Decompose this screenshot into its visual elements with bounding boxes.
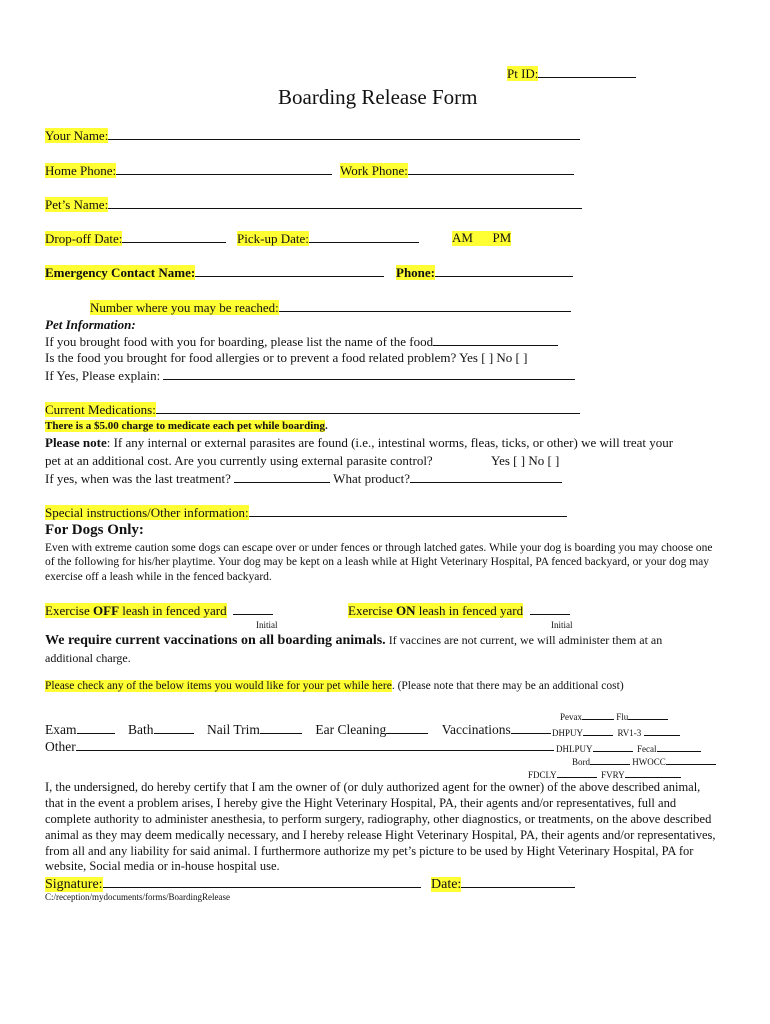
services-row xyxy=(45,722,551,738)
medications-field[interactable] xyxy=(156,402,580,414)
exercise-on-bold: ON xyxy=(396,603,416,618)
date-label: Date: xyxy=(431,877,462,892)
signature-row xyxy=(45,874,421,893)
signature-label: Signature: xyxy=(45,877,103,892)
pt-id-field[interactable] xyxy=(538,66,636,78)
bath-field[interactable] xyxy=(154,722,194,734)
parasite-yes-no[interactable]: Yes [ ] No [ ] xyxy=(491,453,560,468)
dhpuy-label: DHPUY xyxy=(552,728,584,738)
pevax-label: Pevax xyxy=(560,712,582,722)
your-name-row xyxy=(45,128,580,144)
charge-period: . xyxy=(324,420,328,432)
dogs-paragraph: Even with extreme caution some dogs can escape over or under fences or through latched gates. While your dog is boarding you may choose one of the following for his/her playtime. Your dog may be kept on a leash while at Hight Veterinary Hospital, PA fenced backyard, or your dog may exercise off a leash while in the fenced backyard. xyxy=(45,542,713,583)
last-treatment-label: If yes, when was the last treatment? xyxy=(45,471,231,486)
explain-field[interactable] xyxy=(163,368,575,380)
date-row xyxy=(431,874,575,893)
fdcly-fvry-row xyxy=(528,769,681,780)
pt-id-row xyxy=(507,66,636,82)
bord-label: Bord xyxy=(572,757,590,767)
am-label: AM xyxy=(452,230,473,245)
page-title: Boarding Release Form xyxy=(278,85,478,109)
bord-hwocc-row xyxy=(572,756,716,767)
what-product-field[interactable] xyxy=(410,471,562,483)
pickup-date-label: Pick-up Date: xyxy=(237,231,309,246)
home-phone-row xyxy=(45,163,332,179)
last-treatment-row xyxy=(45,471,562,487)
emergency-contact-label: Emergency Contact Name: xyxy=(45,265,196,280)
hwocc-field[interactable] xyxy=(666,756,716,765)
medication-charge-note: There is a $5.00 charge to medicate each pet while boarding xyxy=(45,420,325,432)
exercise-off-bold: OFF xyxy=(93,603,120,618)
exercise-off-label xyxy=(45,603,227,618)
vaccinations-field[interactable] xyxy=(511,722,551,734)
exam-label: Exam xyxy=(45,722,77,737)
fvry-label: FVRY xyxy=(601,770,625,780)
check-items-row xyxy=(45,680,624,693)
number-reached-field[interactable] xyxy=(279,300,571,312)
your-name-label: Your Name: xyxy=(45,128,109,143)
vaccine-requirement-rest: If vaccines are not current, we will administer them at an additional charge. xyxy=(45,633,663,665)
other-field[interactable] xyxy=(76,739,554,751)
dropoff-date-label: Drop-off Date: xyxy=(45,231,123,246)
number-reached-label: Number where you may be reached: xyxy=(90,300,279,315)
date-field[interactable] xyxy=(461,874,575,888)
other-row xyxy=(45,739,554,755)
charge-note-row xyxy=(45,420,328,433)
emergency-phone-label: Phone: xyxy=(396,265,435,280)
exercise-on-post: leash in fenced yard xyxy=(415,603,524,618)
dhlpuy-field[interactable] xyxy=(593,743,633,752)
certification-paragraph: I, the undersigned, do hereby certify that I am the owner of (or duly authorized agent for the owner) of the above described animal, that in the event a problem arises, I hereby give the Hight Veterinary Hospital, PA, their agents and/or representatives, full and complete authority to administer anesthesia, to perform surgery, radiography, other diagnostics, or treatments, on the above described animal as they may deem medically necessary, and I hereby release Hight Veterinary Hospital, PA, their agents and/or representatives, from all and any liability for said animal. I furthermore authorize my pet’s picture to be used by Hight Veterinary Hospital, PA for website, Social media or in-house hospital use. xyxy=(45,780,716,874)
please-note-text: : If any internal or external parasites are found (i.e., intestinal worms, fleas, ticks, or other) we will treat your xyxy=(106,435,674,450)
exam-field[interactable] xyxy=(77,722,115,734)
exercise-on-label xyxy=(348,603,523,618)
vaccinations-label: Vaccinations xyxy=(441,722,511,737)
please-note-row xyxy=(45,436,673,451)
ear-cleaning-label: Ear Cleaning xyxy=(315,722,387,737)
emergency-phone-field[interactable] xyxy=(435,265,573,277)
check-items-note: . (Please note that there may be an additional cost) xyxy=(391,680,624,692)
special-instructions-row xyxy=(45,505,567,521)
hwocc-label: HWOCC xyxy=(632,757,666,767)
parasite-control-question: pet at an additional cost. Are you currently using external parasite control? xyxy=(45,453,433,468)
food-label: If you brought food with you for boarding, please list the name of the food xyxy=(45,334,434,349)
nail-trim-label: Nail Trim xyxy=(207,722,260,737)
dropoff-row xyxy=(45,231,226,247)
emergency-phone-row xyxy=(396,265,573,281)
exercise-off-pre: Exercise xyxy=(45,603,94,618)
flu-label: Flu xyxy=(616,712,629,722)
home-phone-label: Home Phone: xyxy=(45,163,117,178)
fecal-label: Fecal xyxy=(637,744,657,754)
pt-id-label: Pt ID: xyxy=(507,66,539,81)
dhpuy-field[interactable] xyxy=(583,727,613,736)
emergency-contact-field[interactable] xyxy=(195,265,384,277)
work-phone-field[interactable] xyxy=(408,163,574,175)
exercise-on-row xyxy=(348,603,570,619)
your-name-field[interactable] xyxy=(108,128,580,140)
allergy-question: Is the food you brought for food allergies or to prevent a food related problem? Yes [ ] No [ ] xyxy=(45,350,528,365)
dhlpuy-label: DHLPUY xyxy=(556,744,593,754)
fvry-field[interactable] xyxy=(625,769,681,778)
pets-name-row xyxy=(45,197,582,213)
exercise-on-initial-field[interactable] xyxy=(530,603,570,615)
dropoff-date-field[interactable] xyxy=(122,231,226,243)
pm-label: PM xyxy=(492,230,512,245)
emergency-row xyxy=(45,265,384,281)
am-option[interactable] xyxy=(452,231,511,246)
fdcly-field[interactable] xyxy=(557,769,597,778)
bord-field[interactable] xyxy=(590,756,630,765)
pet-info-heading: Pet Information: xyxy=(45,317,136,332)
pickup-date-field[interactable] xyxy=(309,231,419,243)
exercise-on-initial-caption: Initial xyxy=(551,620,573,630)
dhpuy-rv-row xyxy=(552,727,680,738)
nail-trim-field[interactable] xyxy=(260,722,302,734)
vaccine-requirement xyxy=(45,632,705,666)
exercise-off-initial-field[interactable] xyxy=(233,603,273,615)
dhlpuy-fecal-row xyxy=(556,743,701,754)
pevax-flu-row xyxy=(560,711,668,722)
other-label: Other xyxy=(45,739,76,754)
medications-row xyxy=(45,402,580,418)
home-phone-field[interactable] xyxy=(116,163,332,175)
medications-label: Current Medications: xyxy=(45,402,156,417)
signature-field[interactable] xyxy=(103,874,421,888)
pevax-field[interactable] xyxy=(582,711,614,720)
number-reached-row xyxy=(90,300,571,316)
food-field[interactable] xyxy=(433,334,558,346)
pets-name-label: Pet’s Name: xyxy=(45,197,109,212)
special-instructions-field[interactable] xyxy=(249,505,567,517)
fdcly-label: FDCLY xyxy=(528,770,557,780)
pets-name-field[interactable] xyxy=(108,197,582,209)
work-phone-label: Work Phone: xyxy=(340,163,408,178)
vaccine-requirement-bold: We require current vaccinations on all boarding animals. xyxy=(45,633,386,648)
ear-cleaning-field[interactable] xyxy=(386,722,428,734)
flu-field[interactable] xyxy=(628,711,668,720)
what-product-label: What product? xyxy=(330,471,411,486)
explain-row xyxy=(45,368,575,384)
last-treatment-field[interactable] xyxy=(234,471,330,483)
dogs-only-heading: For Dogs Only: xyxy=(45,522,144,538)
fecal-field[interactable] xyxy=(657,743,701,752)
exercise-off-post: leash in fenced yard xyxy=(119,603,227,618)
explain-label: If Yes, Please explain: xyxy=(45,368,164,383)
please-note-label: Please note xyxy=(45,435,107,450)
rv13-field[interactable] xyxy=(644,727,680,736)
check-items-highlight: Please check any of the below items you would like for your pet while here xyxy=(45,680,392,692)
exercise-off-initial-caption: Initial xyxy=(256,620,278,630)
pickup-row xyxy=(237,231,419,247)
work-phone-row xyxy=(340,163,574,179)
exercise-on-pre: Exercise xyxy=(348,603,397,618)
rv13-label: RV1-3 xyxy=(617,728,642,738)
exercise-off-row xyxy=(45,603,273,619)
special-instructions-label: Special instructions/Other information: xyxy=(45,505,249,520)
food-row xyxy=(45,334,558,350)
bath-label: Bath xyxy=(128,722,154,737)
footer-file-path: C:/reception/mydocuments/forms/BoardingRelease xyxy=(45,892,230,902)
